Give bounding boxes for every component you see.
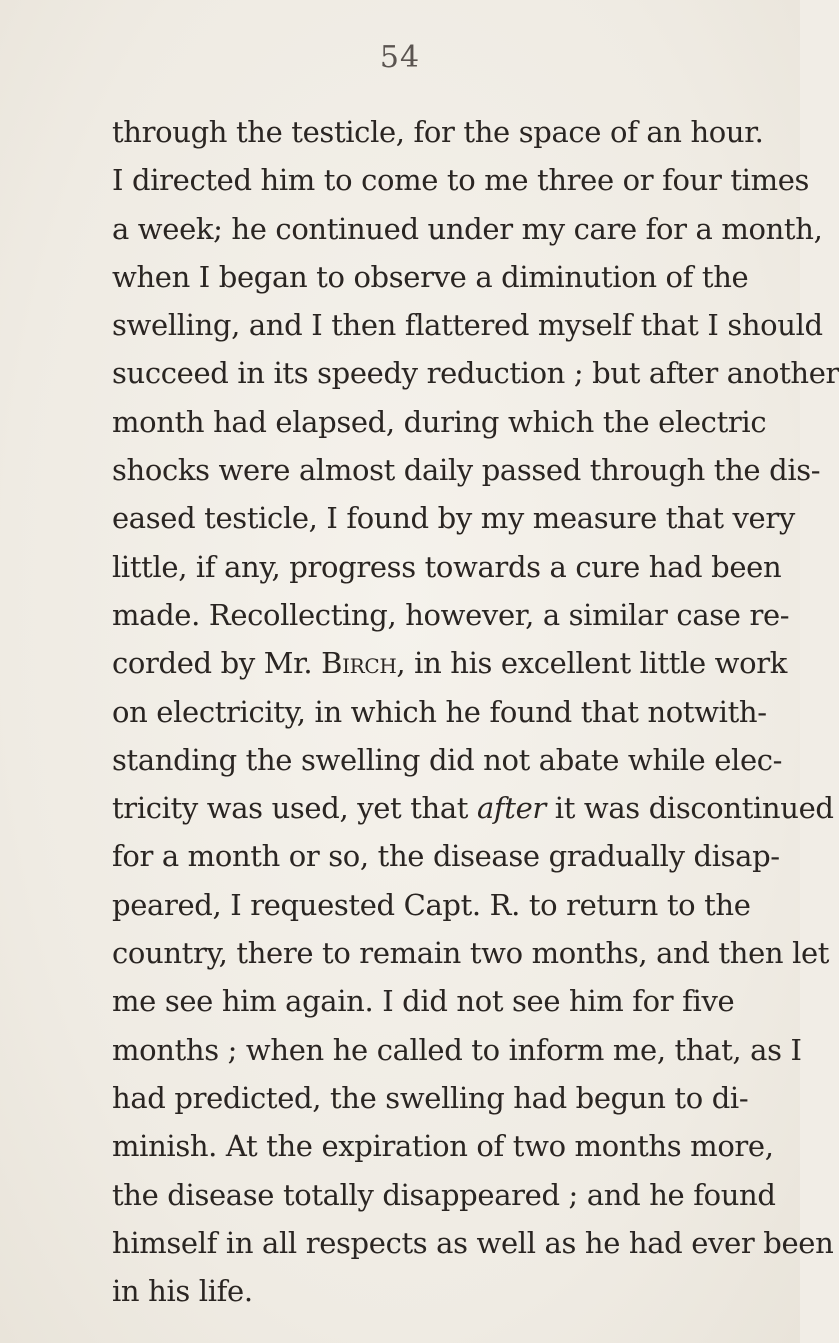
text-line: tricity was used, yet that after it was discontinued [112,791,834,826]
page-number: 54 [379,40,421,75]
text-line: himself in all respects as well as he had ever been [112,1225,834,1260]
text-line: corded by Mr. Birch, in his excellent little work [112,646,787,681]
text-line: month had elapsed, during which the electric [112,404,767,439]
text-line: made. Recollecting, however, a similar case re- [112,597,790,632]
text-line: on electricity, in which he found that notwith- [112,694,767,729]
text-line: peared, I requested Capt. R. to return to the [112,887,751,922]
text-line: country, there to remain two months, and then let [112,936,830,971]
text-line: a week; he continued under my care for a month, [112,211,823,246]
text-line: standing the swelling did not abate while elec- [112,742,783,777]
text-line: me see him again. I did not see him for five [112,984,735,1019]
text-line: minish. At the expiration of two months more, [112,1129,774,1164]
text-line: eased testicle, I found by my measure that very [112,501,795,536]
body-text [112,108,839,1315]
text-line: succeed in its speedy reduction ; but after another [112,356,839,391]
author-name: Birch [321,646,397,681]
text-line: little, if any, progress towards a cure had been [112,549,782,584]
text-line: through the testicle, for the space of an hour. [112,115,764,149]
text-line: months ; when he called to inform me, that, as I [112,1032,802,1067]
text-line: in his life. [112,1274,253,1309]
text-line: for a month or so, the disease gradually disap- [112,839,780,874]
italic-word: after [476,791,546,826]
text-line: had predicted, the swelling had begun to di- [112,1080,749,1115]
text-line: swelling, and I then flattered myself that I should [112,308,823,343]
text-line: shocks were almost daily passed through the dis- [112,453,821,488]
text-line: when I began to observe a diminution of the [112,259,749,294]
text-line: the disease totally disappeared ; and he found [112,1177,776,1212]
text-line: I directed him to come to me three or four times [112,163,810,198]
